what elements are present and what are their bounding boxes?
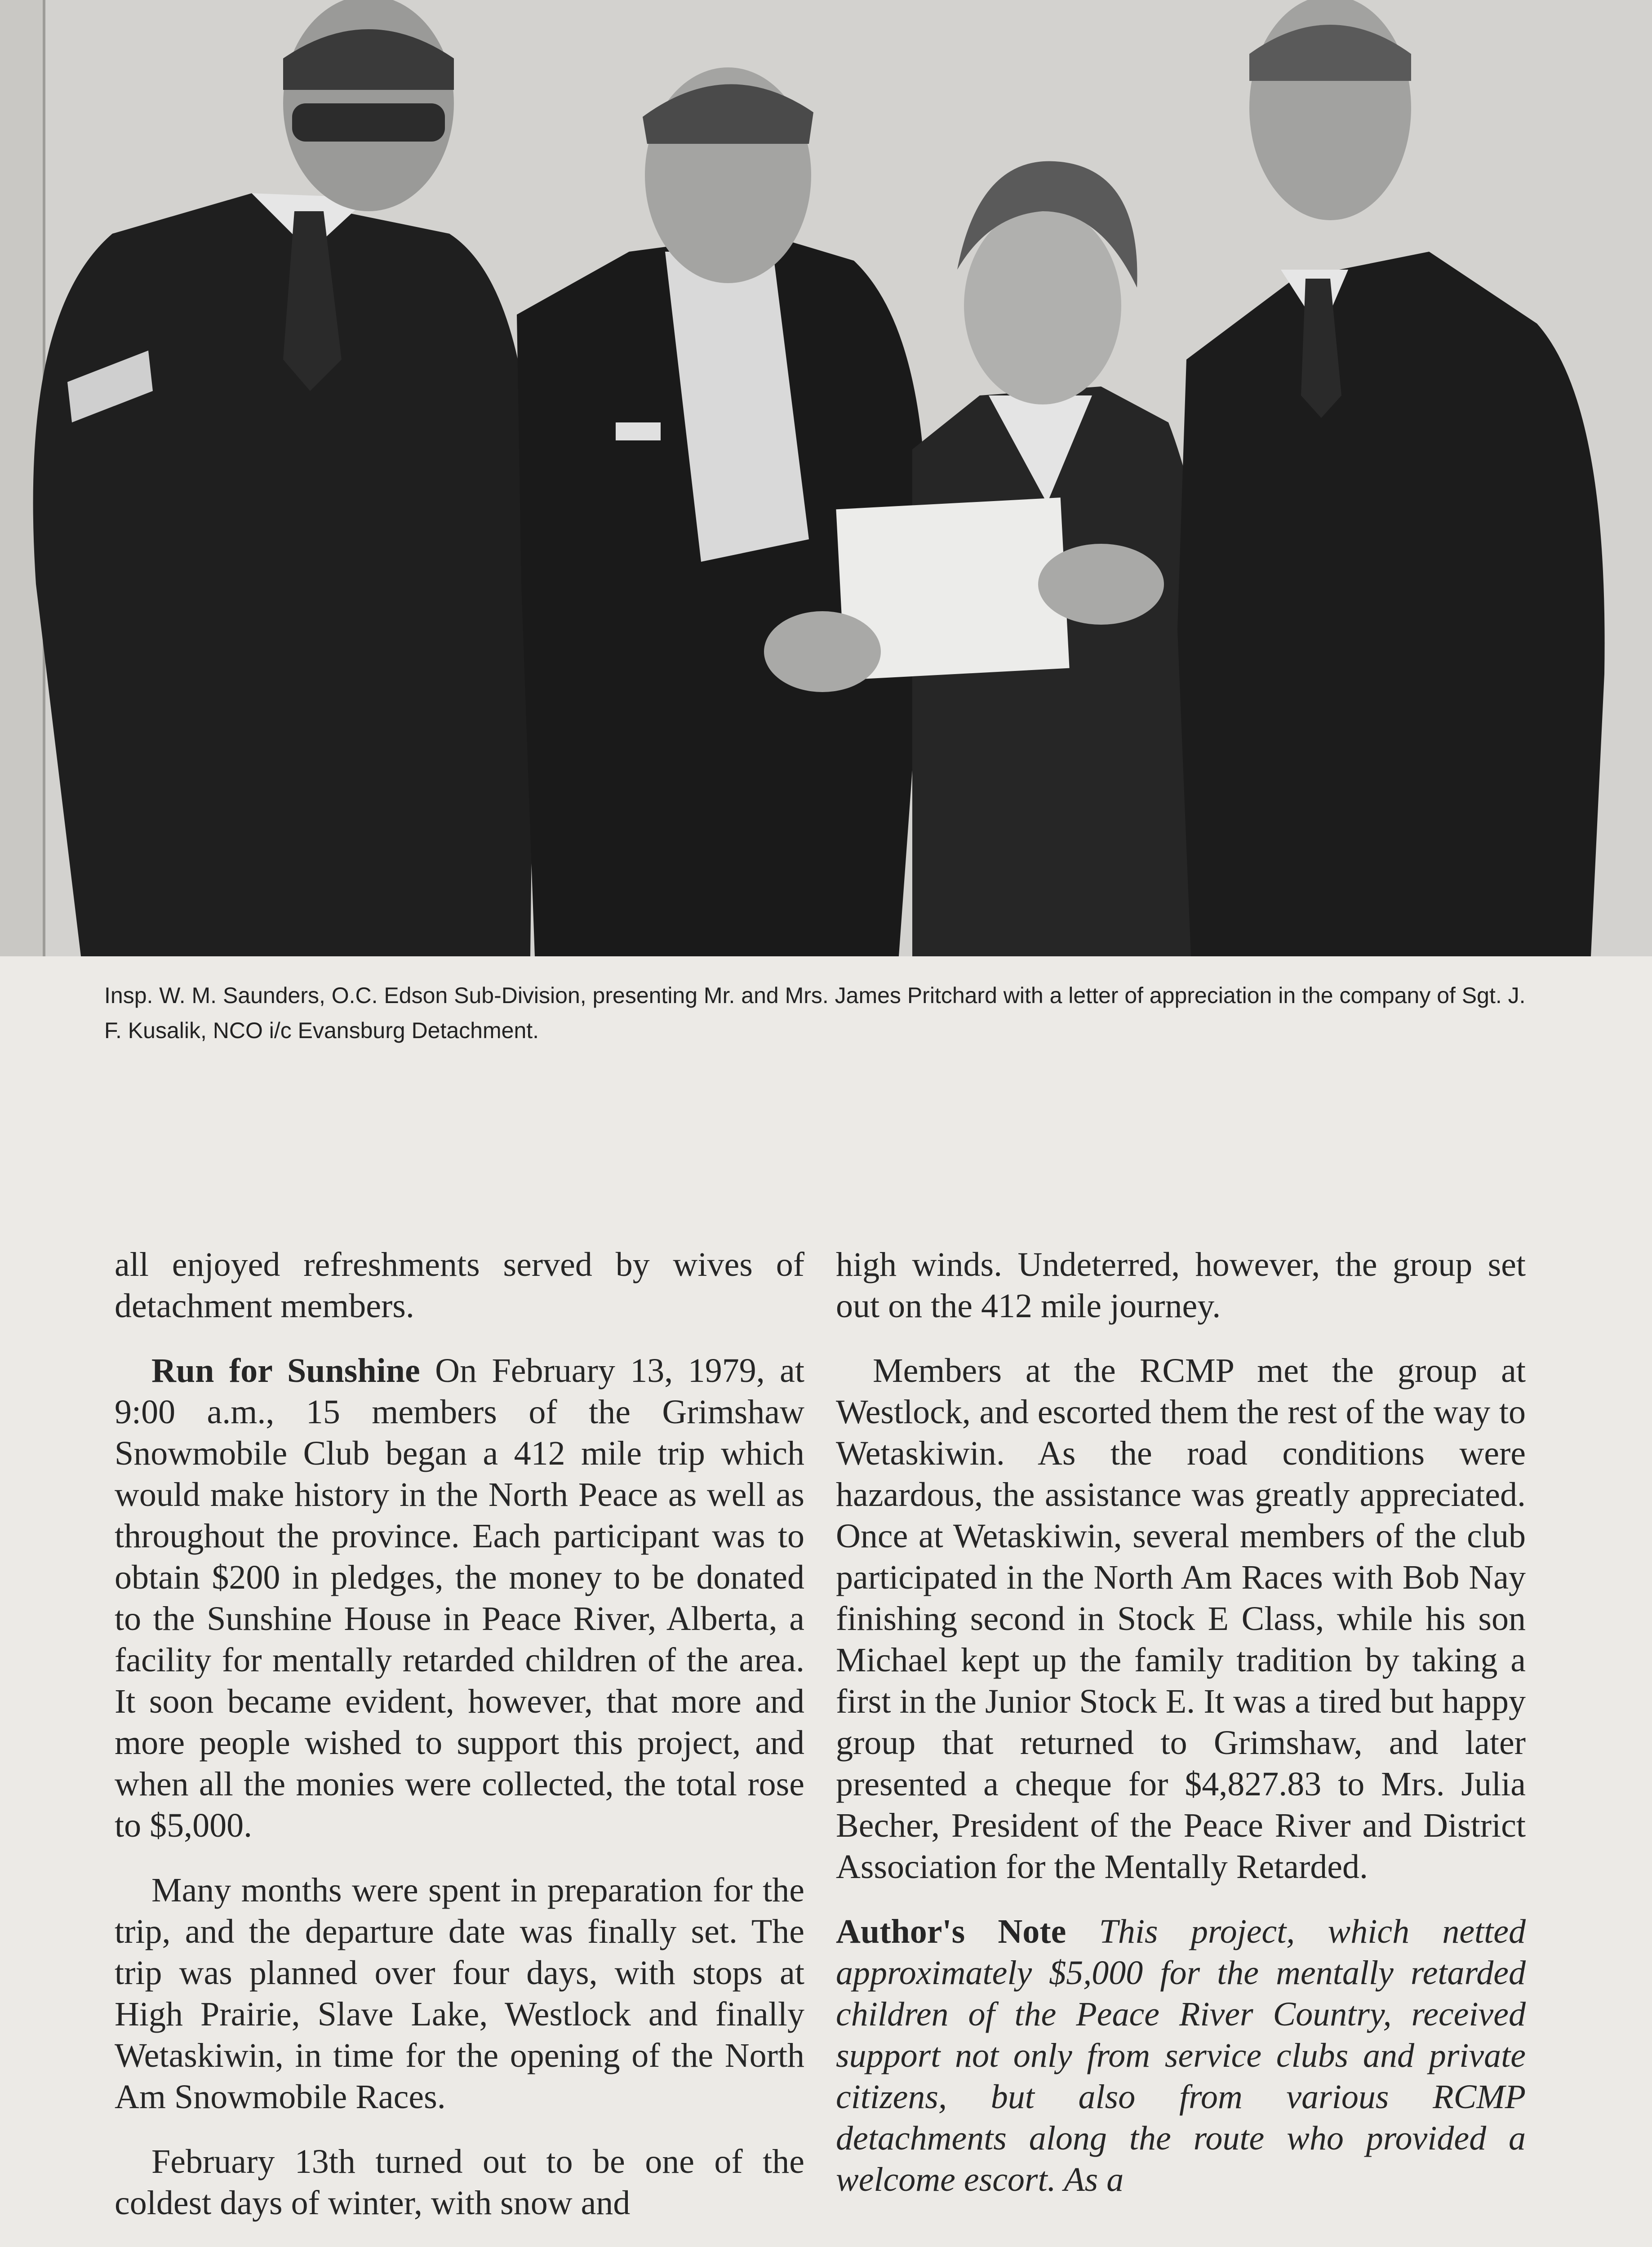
paragraph: February 13th turned out to be one of the coldest days of winter, with snow and [115, 2143, 804, 2222]
photo-caption: Insp. W. M. Saunders, O.C. Edson Sub-Division, presenting Mr. and Mrs. James Pritchard with a letter of appreciation in the company of Sgt. J. F. Kusalik, NCO i/c Evansburg Detachment. [104, 983, 1526, 1043]
group-photo-illustration [0, 0, 1652, 956]
paragraph: Members at the RCMP met the group at Westlock, and escorted them the rest of the way to Wetaskiwin. As the road conditions were hazardous, the assistance was greatly appreciated. Once at Wetaskiwin, several members of the club participated in the North Am Races with Bob Nay finishing second in Stock E Class, while his son Michael kept up the family tradition by taking a first in the Junior Stock E. It was a tired but happy group that returned to Grimshaw, and later presented a cheque for $4,827.83 to Mrs. Julia Becher, President of the Peace River and District Association for the Mentally Retarded. [836, 1352, 1526, 1886]
section-heading: Run for Sunshine [151, 1352, 420, 1390]
paragraph [115, 1350, 804, 1846]
paragraph: high winds. Undeterred, however, the group set out on the 412 mile journey. [836, 1246, 1526, 1325]
photograph [0, 0, 1652, 956]
right-column [836, 1244, 1526, 2224]
authors-note-text: This project, which netted approximately $5,000 for the mentally retarded children of the Peace River Country, received support not only from service clubs and private citizens, but also from various RCMP detachments along the route who provided a welcome escort. As a [836, 1913, 1526, 2198]
paragraph [836, 1911, 1526, 2200]
paragraph: Many months were spent in preparation for the trip, and the departure date was finally set. The trip was planned over four days, with stops at High Prairie, Slave Lake, Westlock and finally Wetaskiwin, in time for the opening of the North Am Snowmobile Races. [115, 1871, 804, 2116]
paragraph: all enjoyed refreshments served by wives of detachment members. [115, 1246, 804, 1325]
section-heading: Author's Note [836, 1913, 1066, 1950]
paragraph-text: On February 13, 1979, at 9:00 a.m., 15 members of the Grimshaw Snowmobile Club began a 412 mile trip which would make history in the North Peace as well as throughout the province. Each participant was to obtain $200 in pledges, the money to be donated to the Sunshine House in Peace River, Alberta, a facility for mentally retarded children of the area. It soon became evident, however, that more and more people wished to support this project, and when all the monies were collected, the total rose to $5,000. [115, 1352, 804, 1844]
left-column [115, 1244, 804, 2247]
